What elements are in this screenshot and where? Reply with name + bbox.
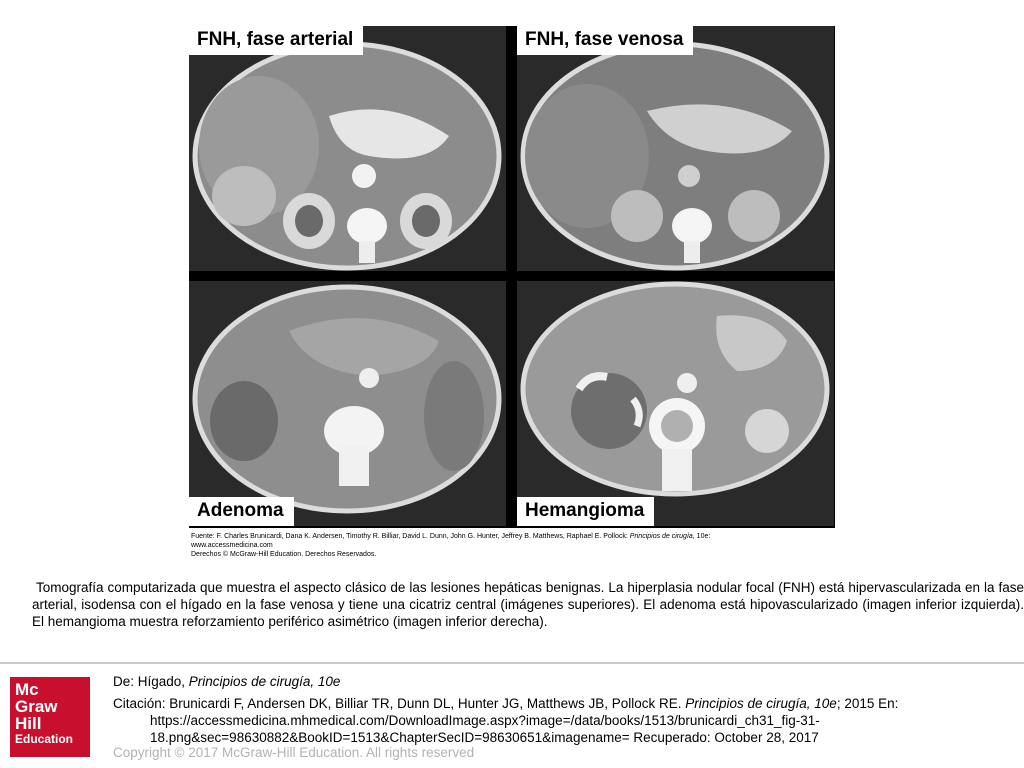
panel-label: FNH, fase arterial <box>189 26 363 55</box>
mcgraw-hill-logo <box>10 677 90 757</box>
logo-line: Hill <box>15 714 42 733</box>
copyright-notice: Copyright © 2017 McGraw-Hill Education. All rights reserved <box>113 745 475 760</box>
ct-panel-adenoma <box>189 281 506 526</box>
ct-panel-fnh-arterial <box>189 26 506 271</box>
divider <box>0 662 1024 664</box>
logo-line: Education <box>15 732 74 746</box>
ct-scan-image <box>517 281 834 526</box>
citation-year: ; 2015 En: <box>836 696 899 711</box>
source-rights: Derechos © McGraw-Hill Education. Derechos Reservados. <box>191 551 377 558</box>
panel-label: Hemangioma <box>517 497 654 526</box>
logo-line: Mc <box>15 680 39 699</box>
figure-source <box>189 528 835 566</box>
panel-label: Adenoma <box>189 497 294 526</box>
source-url: www.accessmedicina.com <box>191 542 273 549</box>
ct-scan-image <box>189 281 506 526</box>
panel-label: FNH, fase venosa <box>517 26 693 55</box>
ct-scan-image <box>517 26 834 271</box>
source-prefix: Fuente: F. Charles Brunicardi, Dana K. Andersen, Timothy R. Billiar, David L. Dunn, John G. Hunter, Jeffrey B. Matthews, Raphael E. Pollock: <box>191 533 630 540</box>
citation-book: Principios de cirugía, 10e <box>685 696 837 711</box>
ct-panel-fnh-venous <box>517 26 834 271</box>
from-book: Principios de cirugía, 10e <box>188 674 341 689</box>
source-authors <box>191 532 835 541</box>
ct-figure <box>189 26 835 566</box>
citation-url-line2: 18.png&sec=98630882&BookID=1513&ChapterSecID=98630651&imagename= Recuperado: October 28, 2017 <box>150 730 819 745</box>
ct-panel-hemangioma <box>517 281 834 526</box>
citation-from <box>113 673 1013 690</box>
citation-text <box>113 695 1013 712</box>
logo-line: Graw <box>15 697 58 716</box>
source-book: Principios de cirugía <box>629 533 693 540</box>
source-suffix: , 10e: <box>692 533 711 540</box>
citation-authors: Citación: Brunicardi F, Andersen DK, Billiar TR, Dunn DL, Hunter JG, Matthews JB, Pollock RE. <box>113 696 686 711</box>
figure-caption: Tomografía computarizada que muestra el aspecto clásico de las lesiones hepáticas benignas. La hiperplasia nodular focal (FNH) está hipervascularizada en la fase arterial, isodensa con el hígado en la fase venosa y tiene una cicatriz central (imágenes superiores). El adenoma está hipovascularizado (imagen inferior izquierda). El hemangioma muestra reforzamiento periférico asimétrico (imagen inferior derecha). <box>32 580 1024 629</box>
citation-block <box>113 673 1013 746</box>
from-label: De: Hígado, <box>113 674 189 689</box>
ct-scan-image <box>189 26 506 271</box>
citation-url-line1: https://accessmedicina.mhmedical.com/DownloadImage.aspx?image=/data/books/1513/brunicardi_ch31_fig-31- <box>150 713 820 728</box>
